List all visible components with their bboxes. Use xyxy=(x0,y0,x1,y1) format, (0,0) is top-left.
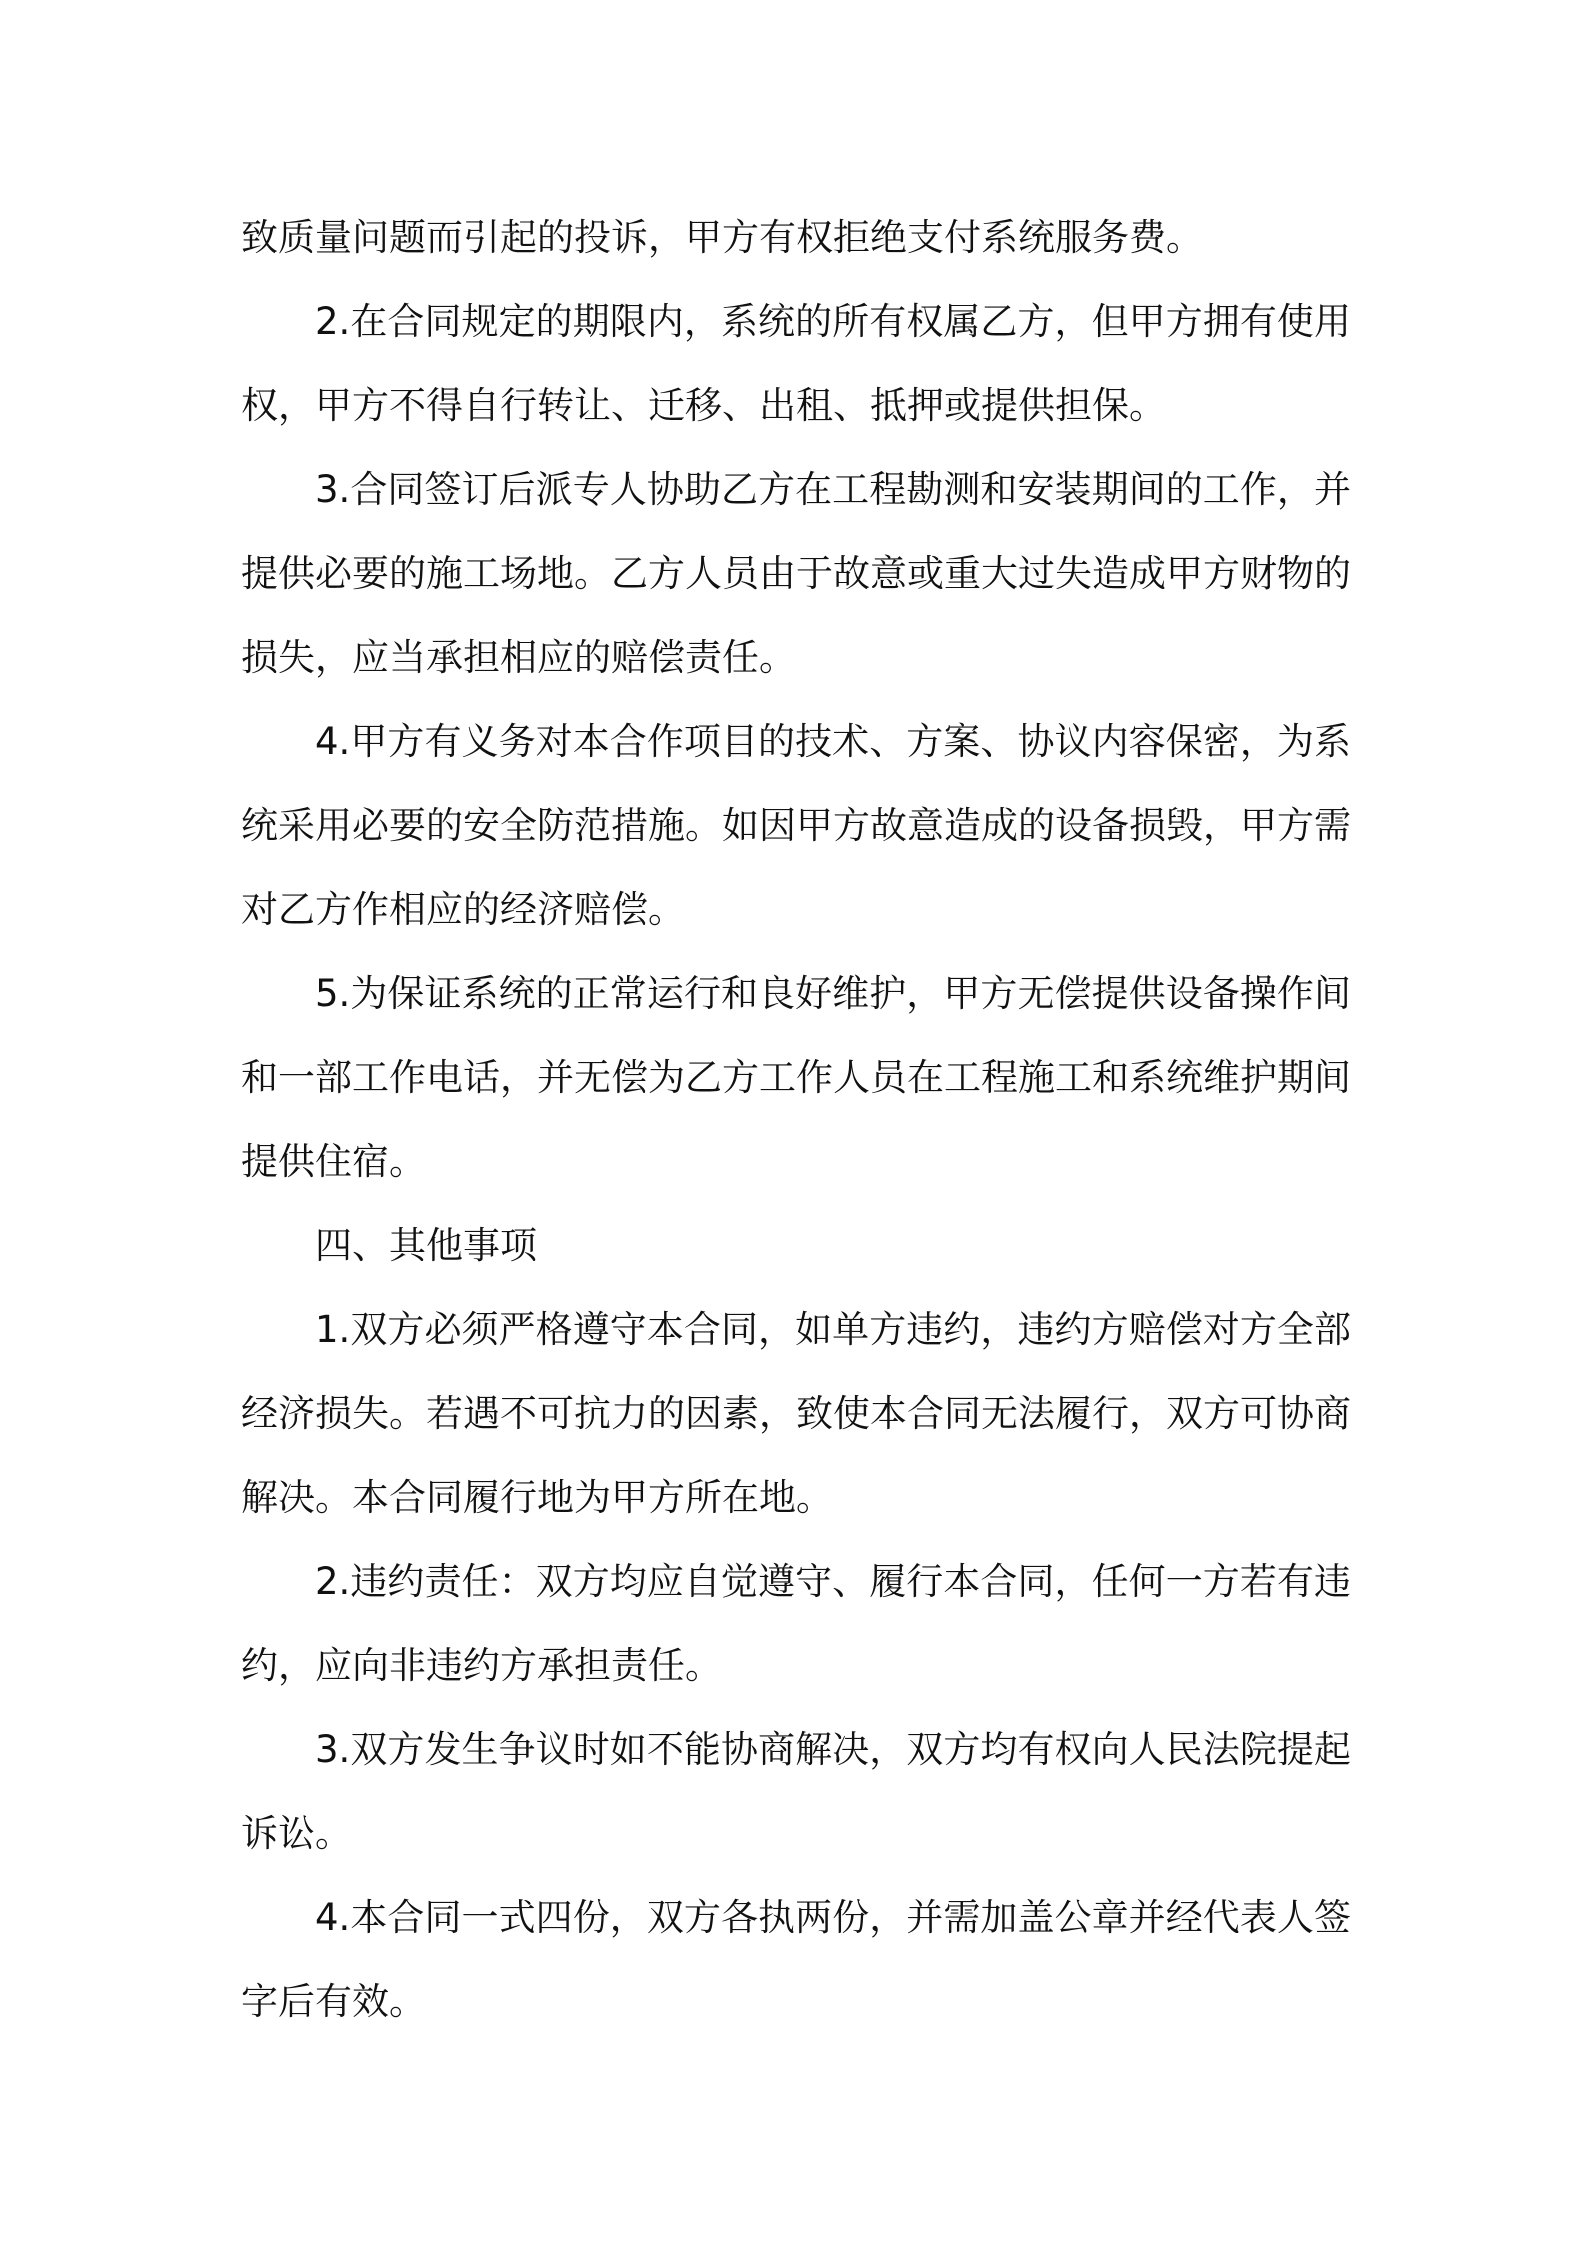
paragraph-clause-4: 4.甲方有义务对本合作项目的技术、方案、协议内容保密，为系统采用必要的安全防范措施。如因甲方故意造成的设备损毁，甲方需对乙方作相应的经济赔偿。 xyxy=(241,720,1351,931)
paragraph-other-4: 4.本合同一式四份，双方各执两份，并需加盖公章并经代表人签字后有效。 xyxy=(241,1896,1351,2023)
paragraph-other-1: 1.双方必须严格遵守本合同，如单方违约，违约方赔偿对方全部经济损失。若遇不可抗力的因素，致使本合同无法履行，双方可协商解决。本合同履行地为甲方所在地。 xyxy=(241,1308,1351,1519)
paragraph-clause-3: 3.合同签订后派专人协助乙方在工程勘测和安装期间的工作，并提供必要的施工场地。乙方人员由于故意或重大过失造成甲方财物的损失，应当承担相应的赔偿责任。 xyxy=(241,468,1351,679)
paragraph-clause-2: 2.在合同规定的期限内，系统的所有权属乙方，但甲方拥有使用权，甲方不得自行转让、迁移、出租、抵押或提供担保。 xyxy=(241,300,1351,427)
paragraph-other-3: 3.双方发生争议时如不能协商解决，双方均有权向人民法院提起诉讼。 xyxy=(241,1728,1351,1855)
contract-body xyxy=(241,196,1351,2044)
paragraph-continued-clause: 致质量问题而引起的投诉，甲方有权拒绝支付系统服务费。 xyxy=(241,216,1203,259)
paragraph-other-2: 2.违约责任：双方均应自觉遵守、履行本合同，任何一方若有违约，应向非违约方承担责任。 xyxy=(241,1560,1351,1687)
paragraph-clause-5: 5.为保证系统的正常运行和良好维护，甲方无偿提供设备操作间和一部工作电话，并无偿为乙方工作人员在工程施工和系统维护期间提供住宿。 xyxy=(241,972,1351,1183)
section-heading-other-matters: 四、其他事项 xyxy=(315,1224,537,1267)
